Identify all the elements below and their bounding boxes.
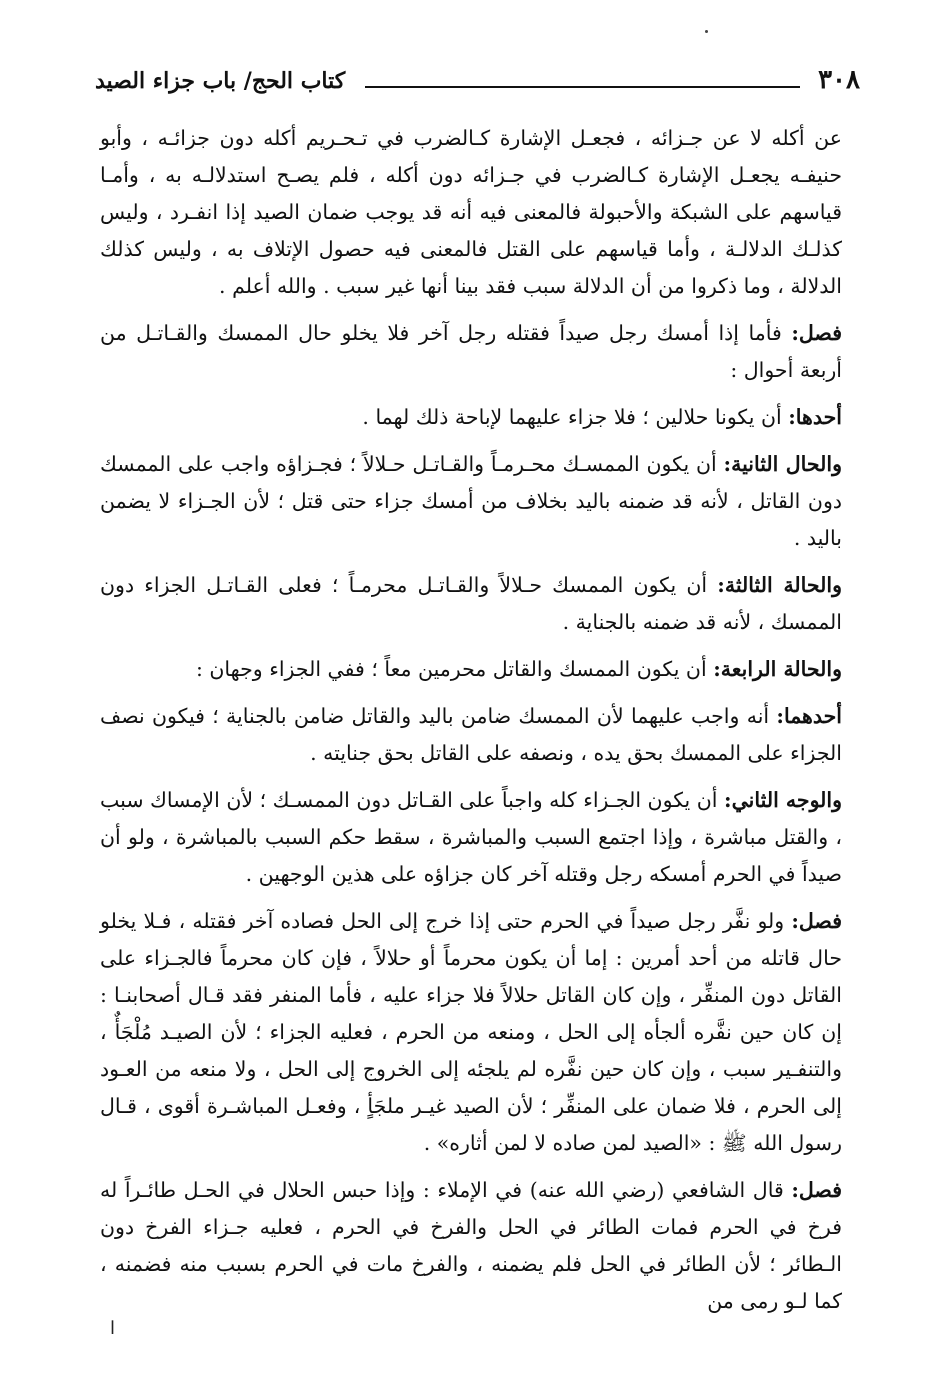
paragraph-text: أن يكون الممسـك محـرمـاً والقـاتـل حـلالاً ؛ فجـزاؤه واجب على الممسك دون القاتل ، لأنه قد ضمنه باليد بخلاف من أمسك جزاء حتى قتل ؛ لأن الجـزاء لا يضمن باليد . — [100, 452, 842, 550]
paragraph-text: أن يكونا حلالين ؛ فلا جزاء عليهما لإباحة ذلك لهما . — [362, 405, 789, 429]
paragraph-text: أن يكون الممسك حـلالاً والقـاتـل محرمـاً ؛ فعلى القـاتـل الجزاء دون الممسك ، لأنه قد ضمنه بالجناية . — [100, 573, 842, 634]
paragraph-text: أنه واجب عليهما لأن الممسك ضامن باليد والقاتل ضامن بالجناية ؛ فيكون نصف الجزاء على الممسك بحق يده ، ونصفه على القاتل بحق جنايته . — [100, 704, 842, 765]
paragraph-text: أن يكون الممسك والقاتل محرمين معاً ؛ ففي الجزاء وجهان : — [195, 657, 714, 681]
running-title: كتاب الحج/ باب جزاء الصيد — [95, 68, 346, 94]
paragraph-text: ولو نفَّر رجل صيداً في الحرم حتى إذا خرج إلى الحل فصاده آخر فقتله ، فـلا يخلو حال قاتله من أحد أمرين : إما أن يكون محرماً أو حلالاً ، فإن كان محرماً فالجـزاء على القاتل دون المنفِّر ، وإن كان القاتل حلالاً فلا جزاء عليه ، فأما المنفر فقد قـال أصحابنـا : إن كان حين نفَّره ألجأه إلى الحل ، ومنعه من الحرم ، فعليه الجزاء ؛ لأن الصيـد مُلْجَأٌ ، والتنفـير سبب ، وإن كان حين نفَّره لم يلجئه إلى الخروج إلى الحل ، ولا منعه من العـود إلى الحرم ، فلا ضمان على المنفِّر ؛ لأن الصيد غيـر ملجَأٍ ، وفعـل المباشـرة أقوى ، قـال رسول الله ﷺ : «الصيد لمن صاده لا لمن أثاره» . — [100, 909, 842, 1155]
paragraph-lead: والحالة الثالثة: — [717, 573, 843, 597]
footer-mark: ا — [110, 1318, 116, 1339]
paragraph — [100, 399, 842, 436]
paragraph — [100, 446, 842, 557]
paragraph-lead: فصل: — [791, 321, 842, 345]
page-header — [95, 62, 860, 102]
page-body — [100, 120, 842, 1330]
paragraph-text: فأما إذا أمسك رجل صيداً فقتله رجل آخر فلا يخلو حال الممسك والقـاتـل من أربعة أحوال : — [100, 321, 842, 382]
paragraph — [100, 651, 842, 688]
paragraph — [100, 782, 842, 893]
paragraph-text: أن يكون الجـزاء كله واجباً على القـاتل دون الممسـك ؛ لأن الإمساك سبب ، والقتل مباشرة ، وإذا اجتمع السبب والمباشرة ، سقط حكم السبب بالمباشرة ، ولو أن صيداً في الحرم أمسكه رجل وقتله آخر كان جزاؤه على هذين الوجهين . — [100, 788, 842, 886]
paragraph-text: قال الشافعي (رضي الله عنه) في الإملاء : وإذا حبس الحلال في الحـل طائـراً له فرخ في الحرم فمات الطائر في الحل والفرخ في الحرم ، فعليه جـزاء الفرخ دون الـطائر ؛ لأن الطائر في الحل فلم يضمنه ، والفرخ مات في الحرم بسبب منه فضمنه ، كما لـو رمى من — [100, 1178, 842, 1313]
paragraph-text: عن أكله لا عن جـزائه ، فجعـل الإشارة كـالضرب في تـحـريم أكله دون جزائـه ، وأبو حنيفـه يجعـل الإشارة كـالضرب في جـزائه دون أكله ، فلم يصـح استدلالـه به ، وأمـا قياسهم على الشبكة والأحبولة فالمعنى فيه أنه قد يوجب ضمان الصيد إذا انفـرد ، وليس كذلـك الدلالـة ، وأما قياسهم على القتل فالمعنى فيه حصول الإتلاف به ، وليس كذلك الدلالة ، وما ذكروا من أن الدلالة سبب فقد بينا أنها غير سبب . والله أعلم . — [100, 126, 842, 298]
paragraph — [100, 315, 842, 389]
paragraph-lead: والحالة الرابعة: — [713, 657, 842, 681]
header-rule — [365, 86, 800, 88]
paragraph-lead: أحدها: — [788, 405, 842, 429]
paragraph — [100, 1172, 842, 1320]
scan-speck — [705, 30, 708, 33]
paragraph — [100, 903, 842, 1162]
paragraph-lead: والحال الثانية: — [723, 452, 842, 476]
paragraph — [100, 120, 842, 305]
page-number: ٣٠٨ — [818, 65, 860, 95]
paragraph-lead: فصل: — [791, 909, 842, 933]
paragraph — [100, 567, 842, 641]
paragraph — [100, 698, 842, 772]
paragraph-lead: أحدهما: — [776, 704, 842, 728]
paragraph-lead: فصل: — [791, 1178, 842, 1202]
paragraph-lead: والوجه الثاني: — [724, 788, 843, 812]
